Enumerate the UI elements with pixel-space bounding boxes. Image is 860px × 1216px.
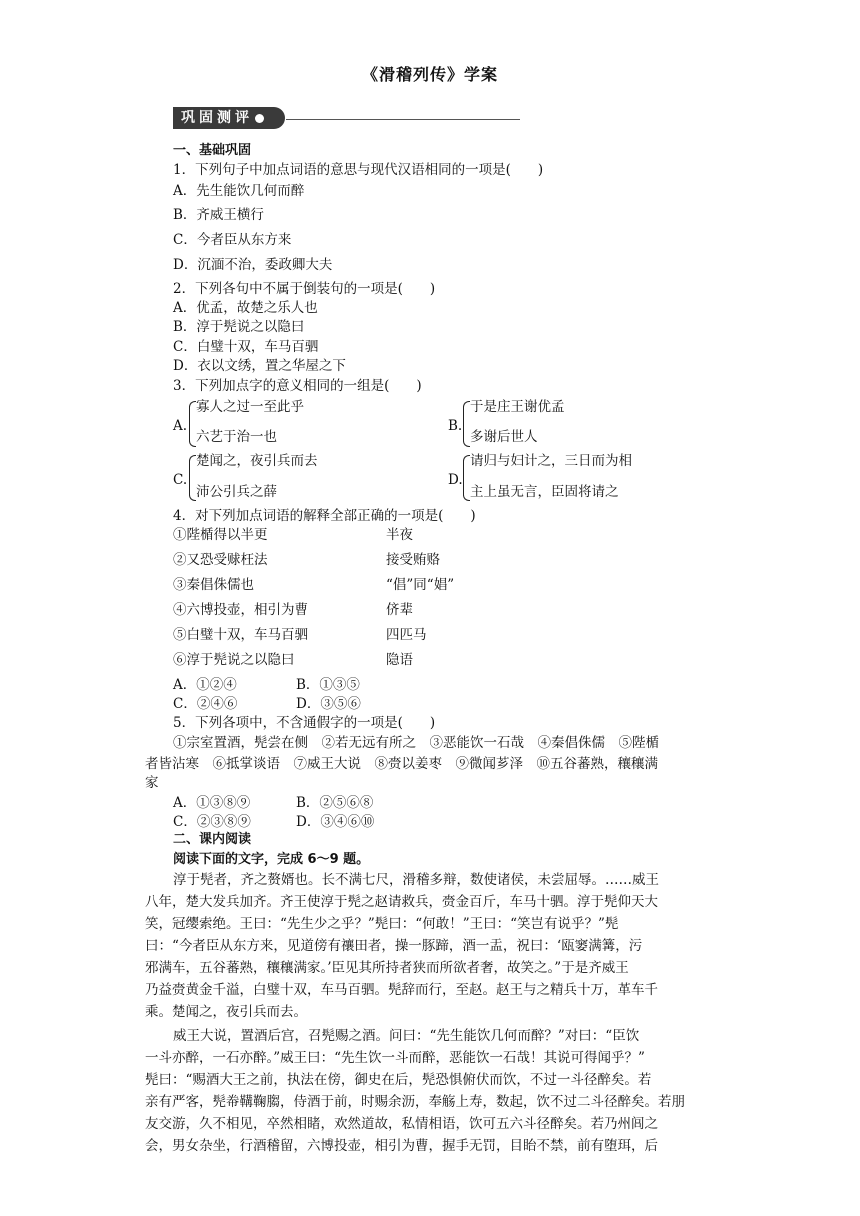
q4-option-d: D．③⑤⑥ (296, 696, 361, 712)
q3-c-top: 楚闻之，夜引兵而去 (196, 453, 318, 469)
q3-c-label: C. (173, 472, 188, 488)
q3-a-label: A. (173, 418, 188, 434)
q3-b-bottom: 多谢后世人 (470, 429, 538, 445)
q3-d-bottom: 主上虽无言，臣固将请之 (470, 484, 619, 500)
section-banner (173, 107, 285, 129)
passage-line: 亲有严客，髡帣鞲鞠䐢，侍酒于前，时赐余沥，奉觞上寿，数起，饮不过二斗径醉矣。若朋 (145, 1094, 685, 1110)
passage-line: 乃益赍黄金千溢，白璧十双，车马百驷。髡辞而行，至赵。赵王与之精兵十万，革车千 (145, 982, 658, 998)
q4-row-5-item: ⑤白璧十双，车马百驷 (173, 627, 308, 643)
banner-rule (286, 119, 520, 120)
q5-line-2: 者皆沾寒 ⑥抵掌谈语 ⑦威王大说 ⑧赍以姜枣 ⑨微闻芗泽 ⑩五谷蕃熟，穰穰满 (145, 756, 658, 772)
passage-line: 友交游，久不相见，卒然相睹，欢然道故，私情相语，饮可五六斗径醉矣。若乃州闾之 (145, 1116, 658, 1132)
q2-stem: 2．下列各句中不属于倒装句的一项是( ) (173, 281, 436, 297)
q4-row-2-meaning: 接受贿赂 (386, 552, 440, 568)
q5-line-3: 家 (145, 775, 159, 791)
q5-option-b: B．②⑤⑥⑧ (296, 795, 374, 811)
passage-line: 笑，冠缨索绝。王曰：“先生少之乎？”髡曰：“何敢！”王曰：“笑岂有说乎？”髡 (145, 916, 619, 932)
q2-option-a: A．优孟，故楚之乐人也 (173, 300, 318, 316)
q4-option-b: B．①③⑤ (296, 677, 360, 693)
q4-stem: 4．对下列加点词语的解释全部正确的一项是( ) (173, 508, 476, 524)
reading-instruction: 阅读下面的文字，完成 6～9 题。 (173, 852, 370, 867)
q4-row-6-meaning: 隐语 (386, 652, 413, 668)
q4-row-1-item: ①陛楯得以半更 (173, 527, 268, 543)
q4-option-c: C．②④⑥ (173, 696, 238, 712)
q3-a-brace (189, 401, 196, 447)
q4-row-4-meaning: 侪辈 (386, 602, 413, 618)
q3-b-top: 于是庄王谢优孟 (470, 399, 565, 415)
q3-d-brace (463, 455, 470, 501)
q3-a-top: 寡人之过一至此乎 (196, 399, 304, 415)
passage-line: 淳于髡者，齐之赘婿也。长不满七尺，滑稽多辩，数使诸侯，未尝屈辱。……威王 (173, 872, 659, 888)
q2-option-b: B．淳于髡说之以隐曰 (173, 319, 305, 335)
banner-dot-icon (255, 114, 264, 123)
q3-c-bottom: 沛公引兵之薛 (196, 484, 277, 500)
passage-line: 髡曰：“赐酒大王之前，执法在傍，御史在后，髡恐惧俯伏而饮，不过一斗径醉矣。若 (145, 1072, 652, 1088)
q3-b-brace (463, 401, 470, 447)
q5-option-d: D．③④⑥⑩ (296, 814, 375, 830)
q3-b-label: B. (448, 418, 463, 434)
q2-option-c: C．白璧十双，车马百驷 (173, 339, 319, 355)
passage-line: 一斗亦醉，一石亦醉。”威王曰：“先生饮一斗而醉，恶能饮一石哉！其说可得闻乎？” (145, 1050, 645, 1066)
q3-d-label: D. (448, 472, 463, 488)
q4-option-a: A．①②④ (173, 677, 237, 693)
q1-option-c: C．今者臣从东方来 (173, 232, 292, 248)
q5-line-1: ①宗室置酒，髡尝在侧 ②若无远有所之 ③恶能饮一石哉 ④秦倡侏儒 ⑤陛楯 (173, 735, 659, 751)
banner-label: 巩固测评 (181, 110, 253, 126)
passage-line: 八年，楚大发兵加齐。齐王使淳于髡之赵请救兵，赍金百斤，车马十驷。淳于髡仰天大 (145, 894, 658, 910)
q4-row-2-item: ②又恐受赇枉法 (173, 552, 268, 568)
section-heading-basic: 一、基础巩固 (173, 143, 252, 158)
q3-stem: 3．下列加点字的意义相同的一组是( ) (173, 378, 422, 394)
q3-a-bottom: 六艺于治一也 (196, 429, 277, 445)
q3-c-brace (189, 455, 196, 501)
q2-option-d: D．衣以文绣，置之华屋之下 (173, 358, 346, 374)
q5-stem: 5．下列各项中，不含通假字的一项是( ) (173, 715, 436, 731)
q5-option-a: A．①③⑧⑨ (173, 795, 251, 811)
q1-option-b: B．齐威王横行 (173, 207, 264, 223)
q4-row-3-item: ③秦倡侏儒也 (173, 577, 254, 593)
page-title: 《滑稽列传》学案 (361, 65, 498, 84)
q1-stem: 1．下列句子中加点词语的意思与现代汉语相同的一项是( ) (173, 162, 544, 178)
q5-option-c: C．②③⑧⑨ (173, 814, 251, 830)
q4-row-5-meaning: 四匹马 (386, 627, 427, 643)
q4-row-6-item: ⑥淳于髡说之以隐曰 (173, 652, 295, 668)
q1-option-d: D．沉湎不治，委政卿大夫 (173, 257, 333, 273)
passage-line: 会，男女杂坐，行酒稽留，六博投壶，相引为曹，握手无罚，目眙不禁，前有堕珥，后 (145, 1138, 658, 1154)
passage-line: 邪满车，五谷蕃熟，穰穰满家。’臣见其所持者狭而所欲者奢，故笑之。”于是齐威王 (145, 960, 629, 976)
q4-row-4-item: ④六博投壶，相引为曹 (173, 602, 308, 618)
q4-row-1-meaning: 半夜 (386, 527, 413, 543)
passage-line: 乘。楚闻之，夜引兵而去。 (145, 1004, 307, 1020)
passage-line: 曰：“今者臣从东方来，见道傍有禳田者，操一豚蹄，酒一盂，祝曰：‘瓯窭满篝，污 (145, 938, 643, 954)
q3-d-top: 请归与妇计之，三日而为相 (470, 453, 632, 469)
section-heading-reading: 二、课内阅读 (173, 832, 252, 847)
passage-line: 威王大说，置酒后宫，召髡赐之酒。问曰：“先生能饮几何而醉？”对曰：“臣饮 (173, 1028, 640, 1044)
q1-option-a: A．先生能饮几何而醉 (173, 183, 305, 199)
q4-row-3-meaning: “倡”同“娼” (386, 577, 455, 593)
